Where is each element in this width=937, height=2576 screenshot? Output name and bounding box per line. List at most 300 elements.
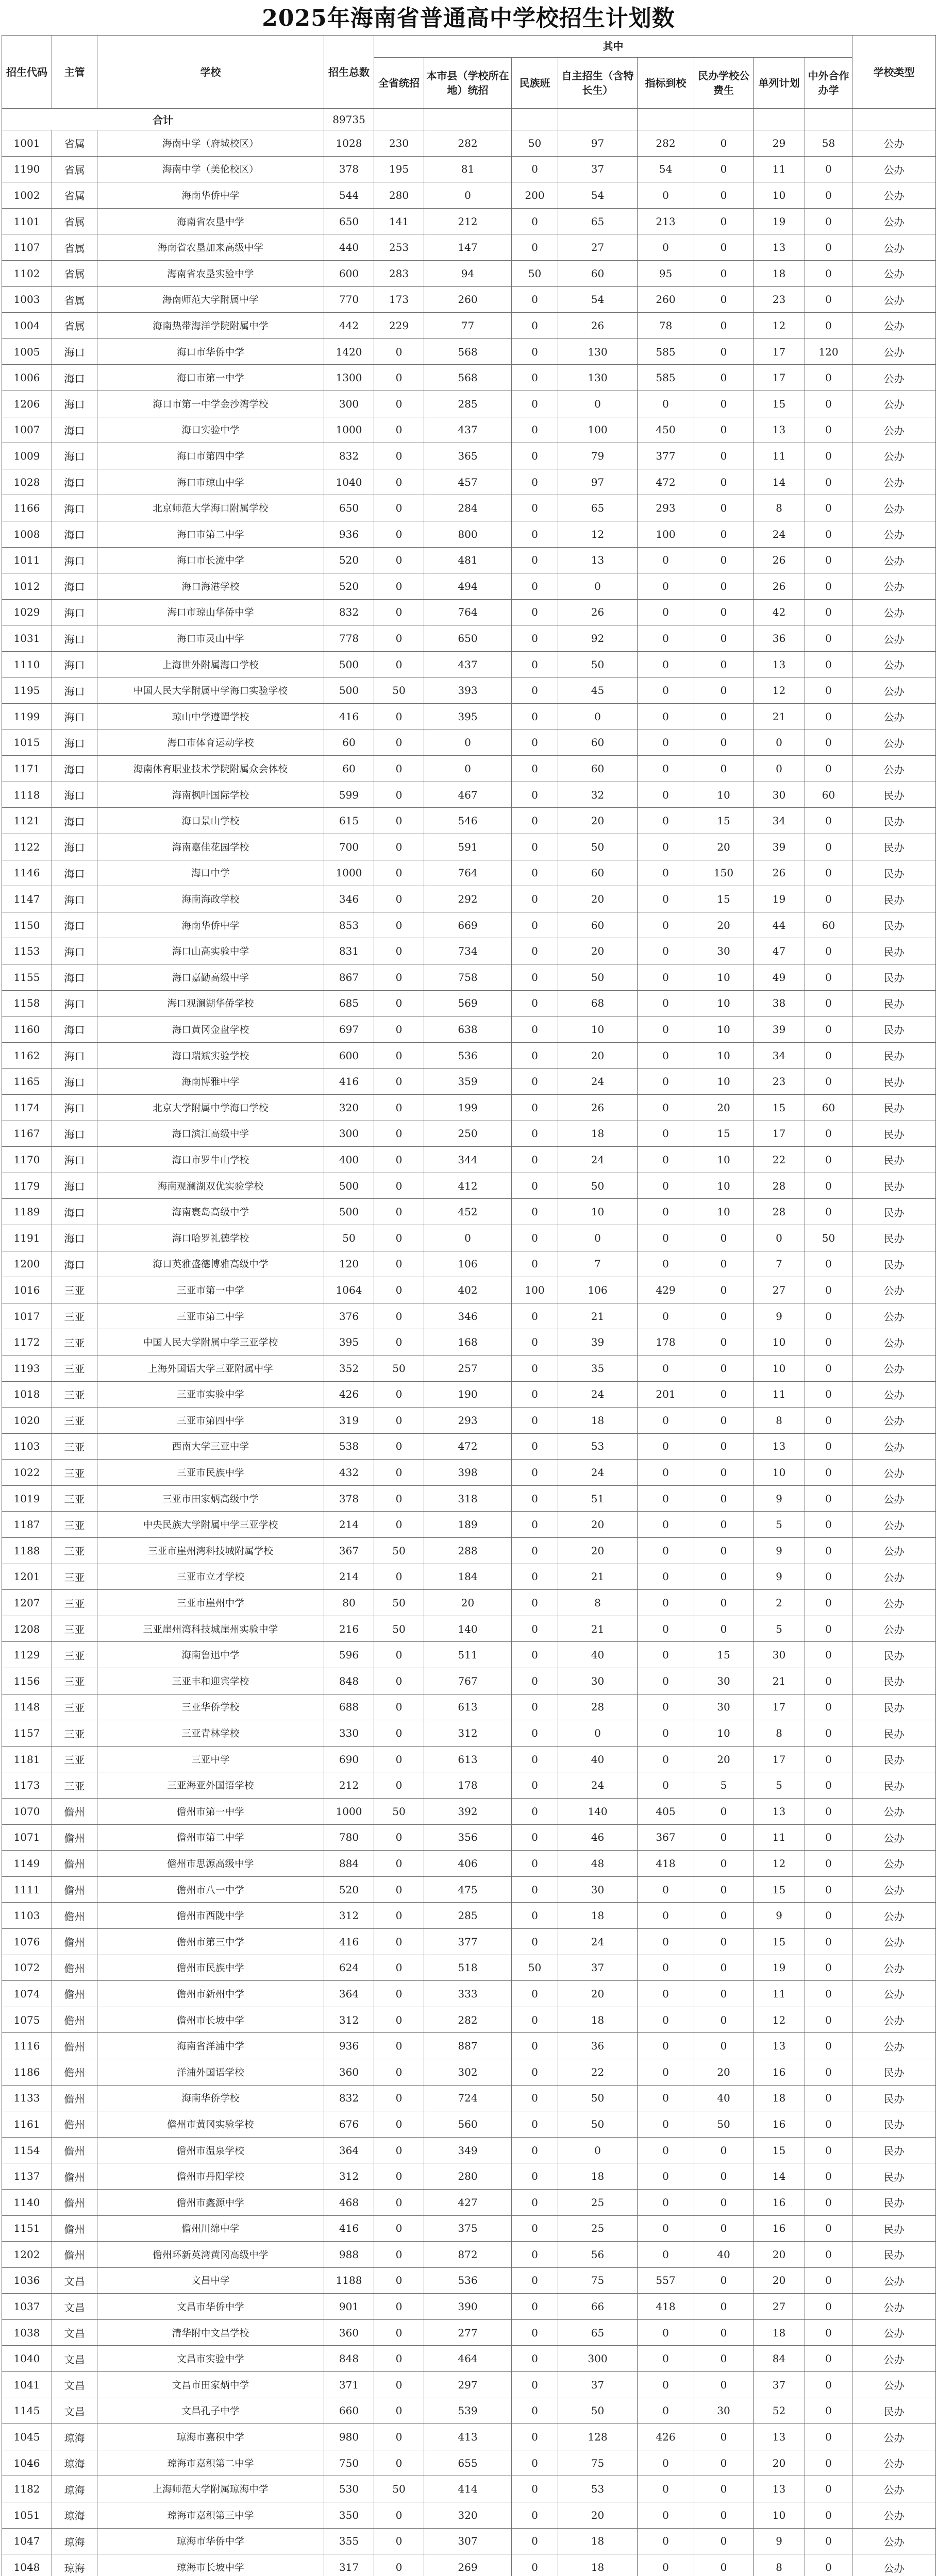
code-cell: 1075 xyxy=(2,2007,52,2033)
authority-cell: 儋州 xyxy=(52,2059,97,2085)
sino-foreign-cell: 60 xyxy=(805,782,852,808)
sino-foreign-cell: 0 xyxy=(805,964,852,991)
local-cell: 613 xyxy=(424,1694,512,1720)
total-cell: 832 xyxy=(324,443,374,469)
table-row xyxy=(2,990,936,1016)
ethnic-cell: 0 xyxy=(512,1694,558,1720)
separate-cell: 36 xyxy=(754,625,805,652)
separate-cell: 21 xyxy=(754,1668,805,1694)
private-public-cell: 0 xyxy=(694,391,754,417)
total-cell: 520 xyxy=(324,573,374,600)
local-cell: 333 xyxy=(424,1981,512,2007)
ethnic-cell: 0 xyxy=(512,1876,558,1903)
local-cell: 800 xyxy=(424,521,512,547)
school-type-cell: 公办 xyxy=(852,1433,936,1460)
school-type-cell: 公办 xyxy=(852,651,936,677)
authority-cell: 海口 xyxy=(52,860,97,886)
code-cell: 1074 xyxy=(2,1981,52,2007)
sino-foreign-cell: 0 xyxy=(805,1460,852,1486)
quota-cell: 0 xyxy=(638,2085,694,2111)
private-public-cell: 0 xyxy=(694,1355,754,1381)
quota-cell: 472 xyxy=(638,469,694,495)
sino-foreign-cell: 0 xyxy=(805,469,852,495)
table-row xyxy=(2,1381,936,1408)
school-type-cell: 公办 xyxy=(852,1876,936,1903)
school-name-cell: 上海世外附属海口学校 xyxy=(97,651,324,677)
quota-cell: 0 xyxy=(638,1251,694,1277)
total-cell: 416 xyxy=(324,704,374,730)
total-cell: 364 xyxy=(324,2137,374,2163)
ethnic-cell: 0 xyxy=(512,1251,558,1277)
local-cell: 199 xyxy=(424,1094,512,1121)
quota-cell: 0 xyxy=(638,964,694,991)
ethnic-cell: 0 xyxy=(512,1772,558,1799)
ethnic-cell: 0 xyxy=(512,2372,558,2398)
ethnic-cell: 0 xyxy=(512,2267,558,2294)
school-type-cell: 公办 xyxy=(852,599,936,625)
sino-foreign-cell: 0 xyxy=(805,1251,852,1277)
local-cell: 613 xyxy=(424,1746,512,1772)
ethnic-cell: 0 xyxy=(512,1851,558,1877)
authority-cell: 三亚 xyxy=(52,1772,97,1799)
table-row xyxy=(2,2033,936,2059)
total-cell: 312 xyxy=(324,1903,374,1929)
autonomous-cell: 60 xyxy=(558,260,638,286)
school-name-cell: 海南鲁迅中学 xyxy=(97,1642,324,1668)
school-name-cell: 三亚市第二中学 xyxy=(97,1303,324,1329)
total-cell: 395 xyxy=(324,1329,374,1355)
sino-foreign-cell: 0 xyxy=(805,834,852,860)
separate-cell: 30 xyxy=(754,1642,805,1668)
separate-cell: 13 xyxy=(754,651,805,677)
sino-foreign-cell: 58 xyxy=(805,130,852,157)
table-row xyxy=(2,730,936,756)
autonomous-cell: 300 xyxy=(558,2346,638,2372)
autonomous-cell: 26 xyxy=(558,599,638,625)
sino-foreign-cell: 0 xyxy=(805,1590,852,1616)
code-cell: 1165 xyxy=(2,1069,52,1095)
authority-cell: 儋州 xyxy=(52,1955,97,1981)
school-name-cell: 海口瑞斌实验学校 xyxy=(97,1042,324,1069)
separate-cell: 23 xyxy=(754,1069,805,1095)
separate-cell: 21 xyxy=(754,704,805,730)
quota-cell: 0 xyxy=(638,1616,694,1642)
private-public-cell: 0 xyxy=(694,1433,754,1460)
total-cell: 346 xyxy=(324,886,374,912)
table-row xyxy=(2,2215,936,2242)
authority-cell: 海口 xyxy=(52,834,97,860)
code-cell: 1162 xyxy=(2,1042,52,1069)
local-cell: 282 xyxy=(424,130,512,157)
separate-cell: 20 xyxy=(754,2242,805,2268)
school-name-cell: 琼山中学遵谭学校 xyxy=(97,704,324,730)
private-public-cell: 0 xyxy=(694,1225,754,1251)
total-cell: 442 xyxy=(324,313,374,339)
separate-cell: 2 xyxy=(754,1590,805,1616)
school-type-cell: 公办 xyxy=(852,1616,936,1642)
total-cell: 1300 xyxy=(324,365,374,391)
school-name-cell: 儋州市黄冈实验学校 xyxy=(97,2111,324,2138)
ethnic-cell: 0 xyxy=(512,2085,558,2111)
authority-cell: 海口 xyxy=(52,756,97,782)
authority-cell: 海口 xyxy=(52,1016,97,1043)
quota-cell: 0 xyxy=(638,1668,694,1694)
quota-cell: 0 xyxy=(638,1016,694,1043)
code-cell: 1047 xyxy=(2,2528,52,2554)
sino-foreign-cell: 0 xyxy=(805,938,852,964)
private-public-cell: 0 xyxy=(694,2319,754,2346)
province-wide-cell: 0 xyxy=(374,2398,424,2424)
separate-cell: 18 xyxy=(754,2085,805,2111)
code-cell: 1157 xyxy=(2,1720,52,1747)
authority-cell: 海口 xyxy=(52,964,97,991)
school-type-cell: 公办 xyxy=(852,1928,936,1955)
total-cell: 832 xyxy=(324,2085,374,2111)
school-name-cell: 儋州市第三中学 xyxy=(97,1928,324,1955)
separate-cell: 27 xyxy=(754,2294,805,2320)
quota-cell: 0 xyxy=(638,1225,694,1251)
school-name-cell: 海口嘉勤高级中学 xyxy=(97,964,324,991)
total-cell: 848 xyxy=(324,1668,374,1694)
sino-foreign-cell: 0 xyxy=(805,704,852,730)
local-cell: 511 xyxy=(424,1642,512,1668)
quota-cell: 0 xyxy=(638,2528,694,2554)
private-public-cell: 0 xyxy=(694,208,754,234)
quota-cell: 0 xyxy=(638,1485,694,1512)
authority-cell: 儋州 xyxy=(52,2189,97,2215)
school-type-cell: 民办 xyxy=(852,2189,936,2215)
school-name-cell: 琼海市嘉积第二中学 xyxy=(97,2450,324,2476)
table-row xyxy=(2,313,936,339)
private-public-cell: 0 xyxy=(694,2189,754,2215)
separate-cell: 34 xyxy=(754,1042,805,1069)
ethnic-cell: 0 xyxy=(512,860,558,886)
school-name-cell: 中国人民大学附属中学三亚学校 xyxy=(97,1329,324,1355)
province-wide-cell: 141 xyxy=(374,208,424,234)
separate-cell: 18 xyxy=(754,2319,805,2346)
total-cell: 770 xyxy=(324,286,374,313)
separate-cell: 9 xyxy=(754,1303,805,1329)
table-row xyxy=(2,834,936,860)
table-row xyxy=(2,1903,936,1929)
school-type-cell: 民办 xyxy=(852,990,936,1016)
separate-cell: 13 xyxy=(754,1799,805,1825)
school-type-cell: 民办 xyxy=(852,1069,936,1095)
ethnic-cell: 0 xyxy=(512,808,558,834)
total-cell: 848 xyxy=(324,2346,374,2372)
quota-cell: 0 xyxy=(638,2137,694,2163)
sino-foreign-cell: 60 xyxy=(805,912,852,938)
separate-cell: 84 xyxy=(754,2346,805,2372)
province-wide-cell: 0 xyxy=(374,2163,424,2190)
quota-cell: 0 xyxy=(638,547,694,573)
separate-cell: 5 xyxy=(754,1772,805,1799)
sino-foreign-cell: 50 xyxy=(805,1225,852,1251)
code-cell: 1156 xyxy=(2,1668,52,1694)
province-wide-cell: 0 xyxy=(374,1851,424,1877)
province-wide-cell: 0 xyxy=(374,1225,424,1251)
header-autonomous: 自主招生（含特长生） xyxy=(558,58,638,109)
code-cell: 1133 xyxy=(2,2085,52,2111)
code-cell: 1187 xyxy=(2,1512,52,1538)
table-row xyxy=(2,1642,936,1668)
autonomous-cell: 66 xyxy=(558,2294,638,2320)
local-cell: 569 xyxy=(424,990,512,1016)
separate-cell: 26 xyxy=(754,860,805,886)
separate-cell: 13 xyxy=(754,417,805,443)
separate-cell: 12 xyxy=(754,677,805,704)
ethnic-cell: 0 xyxy=(512,2528,558,2554)
province-wide-cell: 0 xyxy=(374,469,424,495)
autonomous-cell: 40 xyxy=(558,1642,638,1668)
school-type-cell: 公办 xyxy=(852,756,936,782)
school-name-cell: 儋州市新州中学 xyxy=(97,1981,324,2007)
header-quota: 指标到校 xyxy=(638,58,694,109)
authority-cell: 三亚 xyxy=(52,1329,97,1355)
autonomous-cell: 65 xyxy=(558,495,638,521)
table-row xyxy=(2,1121,936,1147)
authority-cell: 儋州 xyxy=(52,2137,97,2163)
header-private-public: 民办学校公费生 xyxy=(694,58,754,109)
private-public-cell: 0 xyxy=(694,1928,754,1955)
ethnic-cell: 0 xyxy=(512,625,558,652)
sino-foreign-cell: 0 xyxy=(805,2476,852,2502)
table-row xyxy=(2,1928,936,1955)
local-cell: 457 xyxy=(424,469,512,495)
school-name-cell: 海口山高实验中学 xyxy=(97,938,324,964)
code-cell: 1188 xyxy=(2,1538,52,1564)
ethnic-cell: 0 xyxy=(512,495,558,521)
code-cell: 1145 xyxy=(2,2398,52,2424)
separate-cell: 11 xyxy=(754,1824,805,1851)
school-type-cell: 公办 xyxy=(852,2450,936,2476)
ethnic-cell: 0 xyxy=(512,1799,558,1825)
province-wide-cell: 0 xyxy=(374,1121,424,1147)
province-wide-cell: 50 xyxy=(374,1799,424,1825)
authority-cell: 省属 xyxy=(52,182,97,209)
code-cell: 1151 xyxy=(2,2215,52,2242)
province-wide-cell: 0 xyxy=(374,1668,424,1694)
private-public-cell: 0 xyxy=(694,625,754,652)
header-total: 招生总数 xyxy=(324,36,374,109)
sino-foreign-cell: 0 xyxy=(805,2294,852,2320)
total-cell: 901 xyxy=(324,2294,374,2320)
private-public-cell: 0 xyxy=(694,1303,754,1329)
table-row xyxy=(2,1512,936,1538)
autonomous-cell: 37 xyxy=(558,156,638,182)
ethnic-cell: 0 xyxy=(512,2007,558,2033)
total-cell: 317 xyxy=(324,2554,374,2576)
quota-cell: 0 xyxy=(638,1694,694,1720)
autonomous-cell: 32 xyxy=(558,782,638,808)
school-name-cell: 儋州市八一中学 xyxy=(97,1876,324,1903)
total-cell: 500 xyxy=(324,677,374,704)
authority-cell: 琼海 xyxy=(52,2476,97,2502)
sino-foreign-cell: 0 xyxy=(805,1616,852,1642)
separate-cell: 39 xyxy=(754,834,805,860)
authority-cell: 海口 xyxy=(52,808,97,834)
quota-cell: 0 xyxy=(638,1069,694,1095)
sino-foreign-cell: 0 xyxy=(805,1381,852,1408)
code-cell: 1101 xyxy=(2,208,52,234)
total-cell: 80 xyxy=(324,1590,374,1616)
sino-foreign-cell: 0 xyxy=(805,2215,852,2242)
province-wide-cell: 0 xyxy=(374,1460,424,1486)
sino-foreign-cell: 0 xyxy=(805,1329,852,1355)
local-cell: 655 xyxy=(424,2450,512,2476)
code-cell: 1161 xyxy=(2,2111,52,2138)
total-cell: 750 xyxy=(324,2450,374,2476)
authority-cell: 三亚 xyxy=(52,1277,97,1303)
quota-cell: 0 xyxy=(638,808,694,834)
code-cell: 1179 xyxy=(2,1173,52,1199)
autonomous-cell: 130 xyxy=(558,338,638,365)
table-row xyxy=(2,521,936,547)
school-name-cell: 三亚市崖州中学 xyxy=(97,1590,324,1616)
ethnic-cell: 0 xyxy=(512,365,558,391)
sino-foreign-cell: 0 xyxy=(805,1277,852,1303)
authority-cell: 儋州 xyxy=(52,2111,97,2138)
school-type-cell: 民办 xyxy=(852,2137,936,2163)
total-cell: 778 xyxy=(324,625,374,652)
code-cell: 1017 xyxy=(2,1303,52,1329)
school-name-cell: 海南华侨中学 xyxy=(97,182,324,209)
quota-cell: 0 xyxy=(638,730,694,756)
private-public-cell: 0 xyxy=(694,338,754,365)
province-wide-cell: 0 xyxy=(374,1485,424,1512)
separate-cell: 12 xyxy=(754,1851,805,1877)
quota-cell: 0 xyxy=(638,1590,694,1616)
total-cell: 884 xyxy=(324,1851,374,1877)
province-wide-cell: 0 xyxy=(374,1512,424,1538)
autonomous-cell: 128 xyxy=(558,2424,638,2450)
autonomous-cell: 50 xyxy=(558,2085,638,2111)
sino-foreign-cell: 0 xyxy=(805,625,852,652)
school-name-cell: 海口英雅盛德博雅高级中学 xyxy=(97,1251,324,1277)
separate-cell: 5 xyxy=(754,1616,805,1642)
school-name-cell: 三亚市立才学校 xyxy=(97,1564,324,1590)
quota-cell: 0 xyxy=(638,2007,694,2033)
local-cell: 734 xyxy=(424,938,512,964)
private-public-cell: 10 xyxy=(694,1720,754,1747)
autonomous-cell: 92 xyxy=(558,625,638,652)
private-public-cell: 15 xyxy=(694,808,754,834)
school-name-cell: 三亚市民族中学 xyxy=(97,1460,324,1486)
school-name-cell: 三亚丰和迎宾学校 xyxy=(97,1668,324,1694)
authority-cell: 三亚 xyxy=(52,1538,97,1564)
private-public-cell: 10 xyxy=(694,1147,754,1173)
code-cell: 1148 xyxy=(2,1694,52,1720)
local-cell: 318 xyxy=(424,1485,512,1512)
ethnic-cell: 0 xyxy=(512,834,558,860)
ethnic-cell: 0 xyxy=(512,651,558,677)
authority-cell: 海口 xyxy=(52,599,97,625)
autonomous-cell: 106 xyxy=(558,1277,638,1303)
private-public-cell: 0 xyxy=(694,1824,754,1851)
school-type-cell: 民办 xyxy=(852,1147,936,1173)
authority-cell: 海口 xyxy=(52,886,97,912)
private-public-cell: 0 xyxy=(694,234,754,261)
local-cell: 284 xyxy=(424,495,512,521)
quota-cell: 418 xyxy=(638,1851,694,1877)
province-wide-cell: 0 xyxy=(374,704,424,730)
private-public-cell: 0 xyxy=(694,2528,754,2554)
authority-cell: 三亚 xyxy=(52,1381,97,1408)
table-row xyxy=(2,1824,936,1851)
code-cell: 1137 xyxy=(2,2163,52,2190)
school-name-cell: 三亚青林学校 xyxy=(97,1720,324,1747)
quota-cell: 0 xyxy=(638,2554,694,2576)
province-wide-cell: 0 xyxy=(374,2372,424,2398)
table-row xyxy=(2,756,936,782)
school-name-cell: 海南寰岛高级中学 xyxy=(97,1199,324,1225)
local-cell: 406 xyxy=(424,1851,512,1877)
local-cell: 546 xyxy=(424,808,512,834)
ethnic-cell: 0 xyxy=(512,443,558,469)
authority-cell: 海口 xyxy=(52,625,97,652)
quota-cell: 0 xyxy=(638,2059,694,2085)
private-public-cell: 10 xyxy=(694,1173,754,1199)
sino-foreign-cell: 0 xyxy=(805,2059,852,2085)
table-row xyxy=(2,469,936,495)
local-cell: 872 xyxy=(424,2242,512,2268)
total-cell: 520 xyxy=(324,547,374,573)
local-cell: 724 xyxy=(424,2085,512,2111)
authority-cell: 海口 xyxy=(52,547,97,573)
code-cell: 1186 xyxy=(2,2059,52,2085)
ethnic-cell: 0 xyxy=(512,1590,558,1616)
private-public-cell: 0 xyxy=(694,599,754,625)
school-type-cell: 公办 xyxy=(852,338,936,365)
code-cell: 1051 xyxy=(2,2502,52,2529)
code-cell: 1149 xyxy=(2,1851,52,1877)
school-type-cell: 公办 xyxy=(852,2033,936,2059)
table-row xyxy=(2,1564,936,1590)
school-name-cell: 儋州市西陇中学 xyxy=(97,1903,324,1929)
local-cell: 560 xyxy=(424,2111,512,2138)
school-name-cell: 海口市第一中学 xyxy=(97,365,324,391)
private-public-cell: 0 xyxy=(694,1981,754,2007)
local-cell: 412 xyxy=(424,1173,512,1199)
total-cell: 1000 xyxy=(324,417,374,443)
separate-cell: 16 xyxy=(754,2189,805,2215)
local-cell: 106 xyxy=(424,1251,512,1277)
table-row xyxy=(2,1199,936,1225)
province-wide-cell: 0 xyxy=(374,1772,424,1799)
school-type-cell: 公办 xyxy=(852,521,936,547)
school-name-cell: 儋州市第一中学 xyxy=(97,1799,324,1825)
local-cell: 764 xyxy=(424,860,512,886)
school-type-cell: 公办 xyxy=(852,625,936,652)
table-row xyxy=(2,886,936,912)
separate-cell: 16 xyxy=(754,2215,805,2242)
local-cell: 280 xyxy=(424,2163,512,2190)
province-wide-cell: 0 xyxy=(374,573,424,600)
authority-cell: 海口 xyxy=(52,391,97,417)
separate-cell: 9 xyxy=(754,1564,805,1590)
private-public-cell: 0 xyxy=(694,1955,754,1981)
province-wide-cell: 0 xyxy=(374,1329,424,1355)
table-row xyxy=(2,208,936,234)
local-cell: 467 xyxy=(424,782,512,808)
sino-foreign-cell: 0 xyxy=(805,2007,852,2033)
private-public-cell: 0 xyxy=(694,313,754,339)
school-name-cell: 海口景山学校 xyxy=(97,808,324,834)
school-name-cell: 海口观澜湖华侨学校 xyxy=(97,990,324,1016)
quota-cell: 0 xyxy=(638,182,694,209)
authority-cell: 海口 xyxy=(52,677,97,704)
sino-foreign-cell: 0 xyxy=(805,990,852,1016)
